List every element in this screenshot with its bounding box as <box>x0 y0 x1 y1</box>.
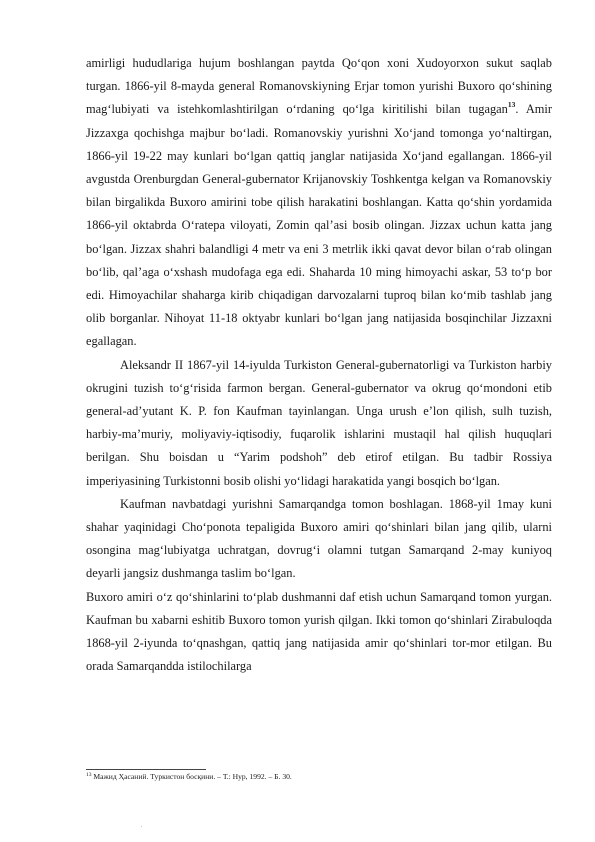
footnote-separator <box>86 769 206 770</box>
footnote <box>86 772 552 782</box>
paragraph-4: Buxoro amiri o‘z qo‘shinlarini to‘plab dushmanni daf etish uchun Samarqand tomon yurgan. Kaufman bu xabarni eshitib Buxoro tomon yurish qilgan. Ikki tomon qo‘shinlari Zirabuloqda 1868-yil 2-iyunda to‘qnashgan, qattiq jang natijasida amir qo‘shinlari tor-mor etilgan. Bu orada Samarqandda istilochilarga <box>86 589 552 674</box>
footnote-number: 13 <box>86 772 92 778</box>
paragraph-1 <box>86 52 552 354</box>
footnote-reference[interactable]: 13 <box>507 100 516 110</box>
paragraph-2: Aleksandr II 1867-yil 14-iyulda Turkiston General-gubernatorligi va Turkiston harbiy okrugini tuzish to‘g‘risida farmon bergan. General-gubernator va okrug qo‘mondoni etib general-ad’yutant K. P. fon Kaufman tayinlangan. Unga urush e’lon qilish, sulh tuzish, harbiy-ma’muriy, moliyaviy-iqtisodiy, fuqarolik ishlarini mustaqil hal qilish huquqlari berilgan. Shu boisdan u “Yarim podshoh” deb etirof etilgan. Bu tadbir Rossiya imperiyasining Turkistonni bosib olishi yo‘lidagi harakatida yangi bosqich bo‘lgan. <box>86 357 552 488</box>
paragraph-3: Kaufman navbatdagi yurishni Samarqandga tomon boshlagan. 1868-yil 1may kuni shahar yaqinidagi Cho‘ponota tepaligida Buxoro amiri qo‘shinlari bilan jang qilib, ularni osongina mag‘lubiyatga uchratgan, dovrug‘i olamni tutgan Samarqand 2-may kuniyoq deyarli jangsiz dushmanga taslim bo‘lgan. <box>86 496 552 581</box>
document-body <box>86 52 552 678</box>
footnote-text: Мажид Ҳасаний. Туркистон босқини. – Т.: Нур, 1992. – Б. 30. <box>91 772 292 781</box>
paragraph-1-start: amirligi hududlariga hujum boshlangan paytda Qo‘qon xoni Xudoyorxon sukut saqlab turgan. 1866-yil 8-mayda general Romanovskiyning Erjar tomon yurishi Buxoro qo‘shining mag‘lubiyati va istehkomlashtirilgan o‘rdaning qo‘lga kiritilishi bilan tugagan <box>86 56 552 117</box>
page-mark: . <box>141 824 143 829</box>
paragraph-1-rest: . Amir Jizzaxga qochishga majbur bo‘ladi. Romanovskiy yurishni Xo‘jand tomonga yo‘naltirgan, 1866-yil 19-22 may kunlari bo‘lgan qattiq janglar natijasida Xo‘jand egallangan. 1866-yil avgustda Orenburgdan General-gubernator Krijanovskiy Toshkentga kelgan va Romanovskiy bilan birgalikda Buxoro amirini tobe qilish harakatini boshlangan. Katta qo‘shin yordamida 1866-yil oktabrda O‘ratepa viloyati, Zomin qal’asi bosib olingan. Jizzax uchun katta jang bo‘lgan. Jizzax shahri balandligi 4 metr va eni 3 metrlik ikki qavat devor bilan o‘rab olingan bo‘lib, qal’aga o‘xshash mudofaga ega edi. Shaharda 10 ming himoyachi askar, 53 to‘p bor edi. Himoyachilar shaharga kirib chiqadigan darvozalarni tuproq bilan ko‘mib tashlab jang olib borganlar. Nihoyat 11-18 oktyabr kunlari bo‘lgan jang natijasida bosqinchilar Jizzaxni egallagan. <box>86 102 552 349</box>
